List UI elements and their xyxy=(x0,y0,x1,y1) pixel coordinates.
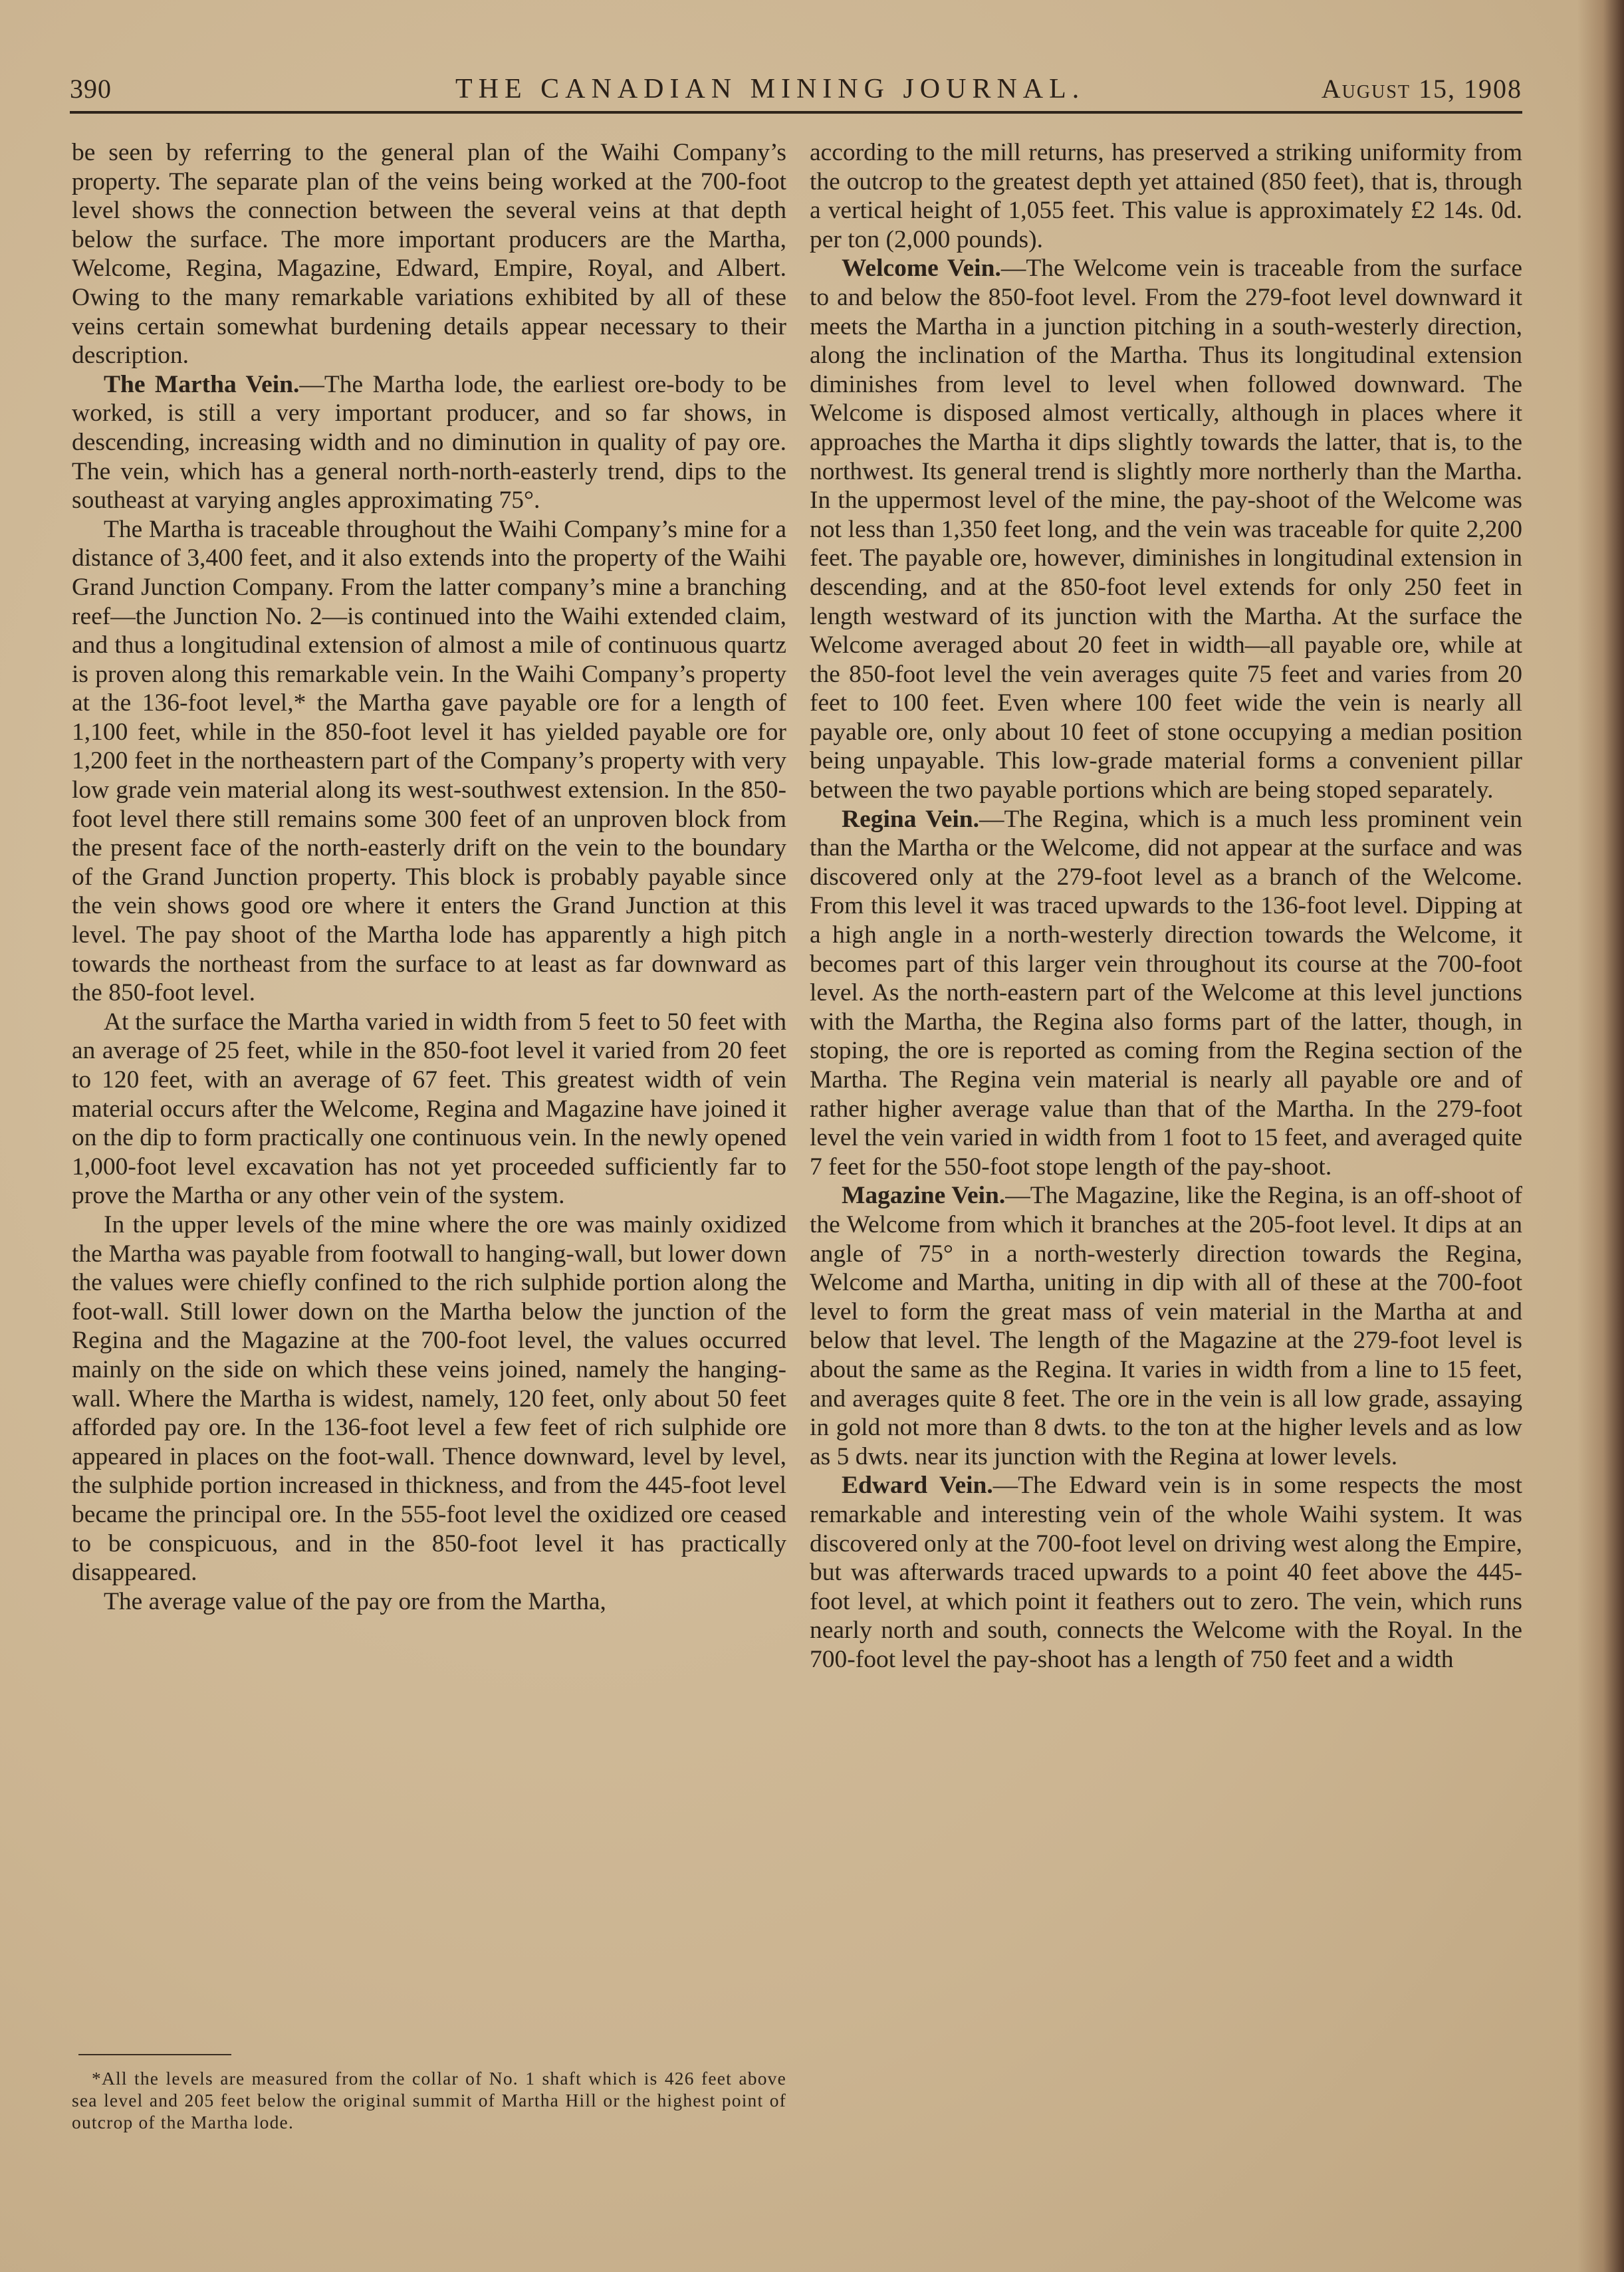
paragraph-text: —The Regina, which is a much less prominent vein than the Martha or the Welcome, did not appear at the surface and was discovered only at the 279-foot level as a branch of the Welcome. From this level it was traced upwards to the 136-foot level. Dipping at a high angle in a north-westerly direction towards the Welcome, it becomes part of this larger vein throughout its course at the 700-foot level. As the north-eastern part of the Welcome at this level junctions with the Martha, the Regina also forms part of the latter, though, in stoping, the ore is reported as coming from the Regina section of the Martha. The Regina vein material is nearly all payable ore and of rather higher average value than that of the Martha. In the 279-foot level the vein varied in width from 1 foot to 15 feet, and averaged quite 7 feet for the 550-foot stope length of the pay-shoot. xyxy=(810,805,1522,1181)
paragraph-text: —The Magazine, like the Regina, is an off-shoot of the Welcome from which it branches at the 205-foot level. It dips at an angle of 75° in a north-westerly direction towards the Regina, Welcome and Martha, uniting in dip with all of these at the 700-foot level to form the great mass of vein material in the Martha at and below that level. The length of the Magazine at the 279-foot level is about the same as the Regina. It varies in width from a line to 15 feet, and averages quite 8 feet. The ore in the vein is all low grade, assaying in gold not more than 8 dwts. to the ton at the higher levels and as low as 5 dwts. near its junction with the Regina at lower levels. xyxy=(810,1182,1522,1470)
paragraph: At the surface the Martha varied in width from 5 feet to 50 feet with an average of 25 feet, while in the 850-foot level it varied from 20 feet to 120 feet, with an average of 67 feet. This greatest width of vein material occurs after the Welcome, Regina and Magazine have joined it on the dip to form practically one continuous vein. In the newly opened 1,000-foot level excavation has not yet proceeded sufficiently far to prove the Martha or any other vein of the system. xyxy=(72,1008,786,1210)
paragraph: The Martha is traceable throughout the Waihi Company’s mine for a distance of 3,400 feet, and it also extends into the property of the Waihi Grand Junction Company. From the latter company’s mine a branching reef—the Junction No. 2—is continued into the Waihi extended claim, and thus a longitudinal extension of almost a mile of continuous quartz is proven along this remarkable vein. In the Waihi Company’s property at the 136-foot level,* the Martha gave payable ore for a length of 1,100 feet, while in the 850-foot level it has yielded payable ore for 1,200 feet in the northeastern part of the Company’s property with very low grade vein material along its west-southwest extension. In the 850-foot level there still remains some 300 feet of an unproven block from the present face of the north-easterly drift on the vein to the boundary of the Grand Junction property. This block is probably payable since the vein shows good ore where it enters the Grand Junction at this level. The pay shoot of the Martha lode has apparently a high pitch towards the northeast from the surface to at least as far downward as the 850-foot level. xyxy=(72,515,786,1007)
section-heading: Magazine Vein. xyxy=(842,1182,1006,1210)
paragraph: be seen by referring to the general plan of the Waihi Company’s property. The separate plan of the veins being worked at the 700-foot level shows the connection between the several veins at that depth below the surface. The more important producers are the Martha, Welcome, Regina, Magazine, Edward, Empire, Royal, and Albert. Owing to the many remarkable variations exhibited by all of these veins certain somewhat burdening details appear necessary to their description. xyxy=(72,139,786,370)
edward-section xyxy=(810,1471,1522,1674)
section-heading: Welcome Vein. xyxy=(842,255,1001,283)
paragraph-text: —The Martha lode, the earliest ore-body to be worked, is still a very important producer, and so far shows, in descending, increasing width and no diminution in quality of pay ore. The vein, which has a general north-north-easterly trend, dips to the southeast at varying angles approximating 75°. xyxy=(72,370,786,514)
section-heading: The Martha Vein. xyxy=(104,370,300,398)
header-rule xyxy=(70,111,1522,114)
paragraph-text: —The Edward vein is in some respects the most remarkable and interesting vein of the whole Waihi system. It was discovered only at the 700-foot level on driving west along the Empire, but was afterwards traced upwards to a point 40 feet above the 445-foot level, at which point it feathers out to zero. The vein, which runs nearly north and south, connects the Welcome with the Royal. In the 700-foot level the pay-shoot has a length of 750 feet and a width xyxy=(810,1472,1522,1673)
welcome-section xyxy=(810,254,1522,804)
issue-date: August 15, 1908 xyxy=(1321,74,1522,104)
journal-title: THE CANADIAN MINING JOURNAL. xyxy=(455,74,1086,104)
left-column xyxy=(72,138,786,1616)
magazine-section xyxy=(810,1181,1522,1471)
regina-section xyxy=(810,805,1522,1182)
page-number: 390 xyxy=(70,74,112,104)
section-heading: Regina Vein. xyxy=(842,805,980,833)
paragraph: according to the mill returns, has preserved a striking uniformity from the outcrop to the greatest depth yet attained (850 feet), that is, through a vertical height of 1,055 feet. This value is approximately £2 14s. 0d. per ton (2,000 pounds). xyxy=(810,139,1522,253)
martha-section xyxy=(72,370,786,515)
footnote-rule xyxy=(78,2054,231,2055)
page-edge-shadow xyxy=(1577,0,1624,2272)
paragraph: The average value of the pay ore from the Martha, xyxy=(104,1587,606,1615)
right-column xyxy=(810,138,1522,1674)
footnote xyxy=(72,2067,786,2133)
footnote-text: *All the levels are measured from the collar of No. 1 shaft which is 426 feet above sea level and 205 feet below the original summit of Martha Hill or the highest point of outcrop of the Martha lode. xyxy=(72,2068,786,2132)
paragraph-text: —The Welcome vein is traceable from the surface to and below the 850-foot level. From the 279-foot level downward it meets the Martha in a junction pitching in a south-westerly direction, along the inclination of the Martha. Thus its longitudinal extension diminishes from level to level when followed downward. The Welcome is disposed almost vertically, although in places where it approaches the Martha it dips slightly towards the latter, that is, to the northwest. Its general trend is slightly more northerly than the Martha. In the uppermost level of the mine, the pay-shoot of the Welcome was not less than 1,350 feet long, and the vein was traceable for quite 2,200 feet. The payable ore, however, diminishes in longitudinal extension in descending, and at the 850-foot level extends for only 250 feet in length westward of its junction with the Martha. At the surface the Welcome averaged about 20 feet in width—all payable ore, while at the 850-foot level the vein averages quite 75 feet and varies from 20 feet to 100 feet. Even where 100 feet wide the vein is nearly all payable ore, only about 10 feet of stone occupying a median position being unpayable. This low-grade material forms a convenient pillar between the two payable portions which are being stoped separately. xyxy=(810,255,1522,804)
paragraph: In the upper levels of the mine where the ore was mainly oxidized the Martha was payable from footwall to hanging-wall, but lower down the values were chiefly confined to the rich sulphide portion along the foot-wall. Still lower down on the Martha below the junction of the Regina and the Magazine at the 700-foot level, the values occurred mainly on the side on which these veins joined, namely the hanging-wall. Where the Martha is widest, namely, 120 feet, only about 50 feet afforded pay ore. In the 136-foot level a few feet of rich sulphide ore appeared in places on the foot-wall. Thence downward, level by level, the sulphide portion increased in thickness, and from the 445-foot level became the principal ore. In the 555-foot level the oxidized ore ceased to be conspicuous, and in the 850-foot level it has practically disappeared. xyxy=(72,1210,786,1587)
section-heading: Edward Vein. xyxy=(842,1472,993,1500)
running-header xyxy=(70,66,1522,106)
